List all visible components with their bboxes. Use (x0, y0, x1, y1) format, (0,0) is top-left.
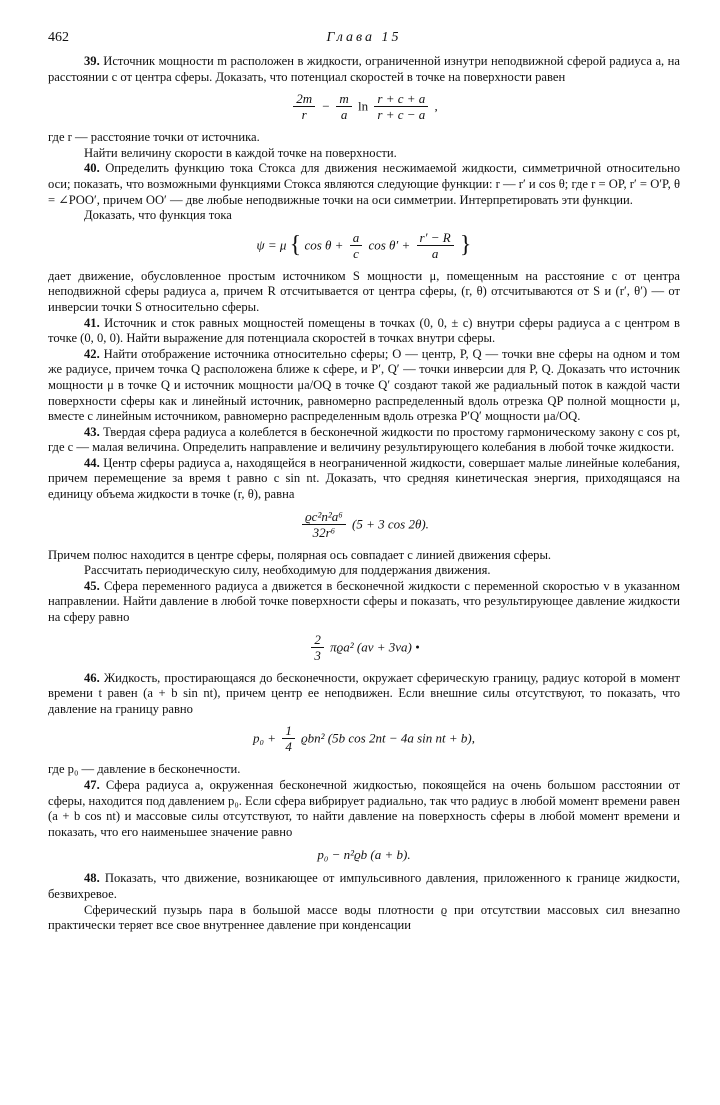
problem-43: 43. Твердая сфера радиуса a колеблется в бесконечной жидкости по простому гармоническому закону c cos pt, где c — малая величина. Определить направление и величину результирующего колебания в любой точке жидкости. (48, 424, 680, 455)
problem-42: 42. Найти отображение источника относительно сферы; O — центр, P, Q — точки вне сферы на одном и том же радиусе, причем точка Q расположена ближе к сфере, и P′, Q′ — точки инверсии для P, Q. Доказать что источник мощности μ в точке Q и источник мощности μa/OQ в точке Q′ создают такой же радиальный поток в каждой части поверхности сферы как и линейный источник, равномерно распределенный вдоль отрезка QP полной мощности μ, вместе с линейным источником, равномерно распределенным вдоль отрезка P′Q′ мощности μa/OQ. (48, 346, 680, 424)
page-header (48, 30, 680, 54)
text-40b: дает движение, обусловленное простым источником S мощности μ, помещенным на расстояние c от центра неподвижной сферы радиуса a, причем R отсчитывается от центра сферы, (r, θ) отсчитываются от S и (r′, θ′) — от инверсии точки S относительно сферы. (48, 268, 680, 314)
problem-44: 44. Центр сферы радиуса a, находящейся в неограниченной жидкости, совершает малые линейные колебания, причем перемещение за время t равно c sin nt. Доказать, что средняя кинетическая энергия, приходящаяся на единицу объема жидкости в точке (r, θ), равна (48, 455, 680, 502)
text-39a: где r — расстояние точки от источника. (48, 130, 260, 145)
text-39b: Найти величину скорости в каждой точке на поверхности. (84, 145, 397, 160)
text-46a: где p₀ — давление в бесконечности. (48, 762, 241, 777)
text-44b: Рассчитать периодическую силу, необходимую для поддержания движения. (84, 563, 491, 578)
formula-39: $\frac{2m}{r}$ − $\frac{m}{a}$ ln $\frac{r + c + a}{r + c - a}$ , (48, 91, 680, 122)
text-40a: Доказать, что функция тока (84, 208, 232, 223)
problem-41: 41. Источник и сток равных мощностей помещены в точках (0, 0, ± c) внутри сферы радиуса a с центром в точке (0, 0, 0). Найти выражение для потенциала скоростей в точках внутри сферы. (48, 315, 680, 346)
text-44a: Причем полюс находится в центре сферы, полярная ось совпадает с линией движения сферы. (48, 547, 552, 562)
text-48a: Сферический пузырь пара в большой массе воды плотности ϱ при отсутствии массовых сил внезапно практически теряет все свое внутреннее давление при конденсации (48, 902, 680, 933)
formula-45: $\frac{2}{3}$ πϱa² (av + 3va) • (48, 632, 680, 663)
problem-48: 48. Показать, что движение, возникающее от импульсивного давления, приложенного к границе жидкости, безвихревое. (48, 871, 680, 901)
problem-39: 39. Источник мощности m расположен в жидкости, ограниченной изнутри неподвижной сферой радиуса a, на расстоянии c от центра сферы. Доказать, что потенциал скоростей в точке на поверхности равен (48, 54, 680, 84)
problem-47: 47. Сфера радиуса a, окруженная бесконечной жидкостью, покоящейся на очень большом расстоянии от сферы, находится под давлением p₀. Если сфера вибрирует радиально, так что радиус в любой момент времени равен (a + b cos nt) и массовые силы отсутствуют, то найти давление на поверхность сферы в любой момент времени и показать, что его наименьшее значение равно (48, 778, 680, 839)
formula-47: p₀ − n²ϱb (a + b). (317, 847, 411, 863)
page (48, 30, 680, 934)
formula-44: $\frac{\text{ϱc²n²a⁶}}{\text{32r⁶}}$ (5 + 3 cos 2θ). (48, 509, 680, 540)
page-number: 462 (48, 30, 69, 45)
problem-40: 40. Определить функцию тока Стокса для движения несжимаемой жидкости, симметричной относительно оси; показать, что возможными функциями Стокса являются следующие функции: r — r′ и cos θ; где r = OP, r′ = O′P, θ = ∠POO′, причем OO′ — две любые неподвижные точки на оси симметрии. Интерпретировать эти функции. (48, 161, 680, 207)
formula-40: ψ = μ { cos θ + $\frac{a}{c}$ cos θ′ + $\frac{r' - R}{a}$ } (256, 229, 472, 261)
problem-45: 45. Сфера переменного радиуса a движется в бесконечной жидкости с переменной скоростью v в указанном направлении. Найти давление в любой точке поверхности сферы и показать, что результирующее давление жидкости на сферу равно (48, 578, 680, 625)
formula-46: p₀ + $\frac{1}{4}$ ϱbn² (5b cos 2nt − 4a sin nt + b), (253, 723, 475, 755)
problem-46: 46. Жидкость, простирающаяся до бесконечности, окружает сферическую границу, радиус которой в момент времени t равен (a + b sin nt), причем центр ее неподвижен. Если внешние силы отсутствуют, то показать, что давление на границу равно (48, 670, 680, 716)
chapter-title: Глава 15 (326, 30, 402, 45)
